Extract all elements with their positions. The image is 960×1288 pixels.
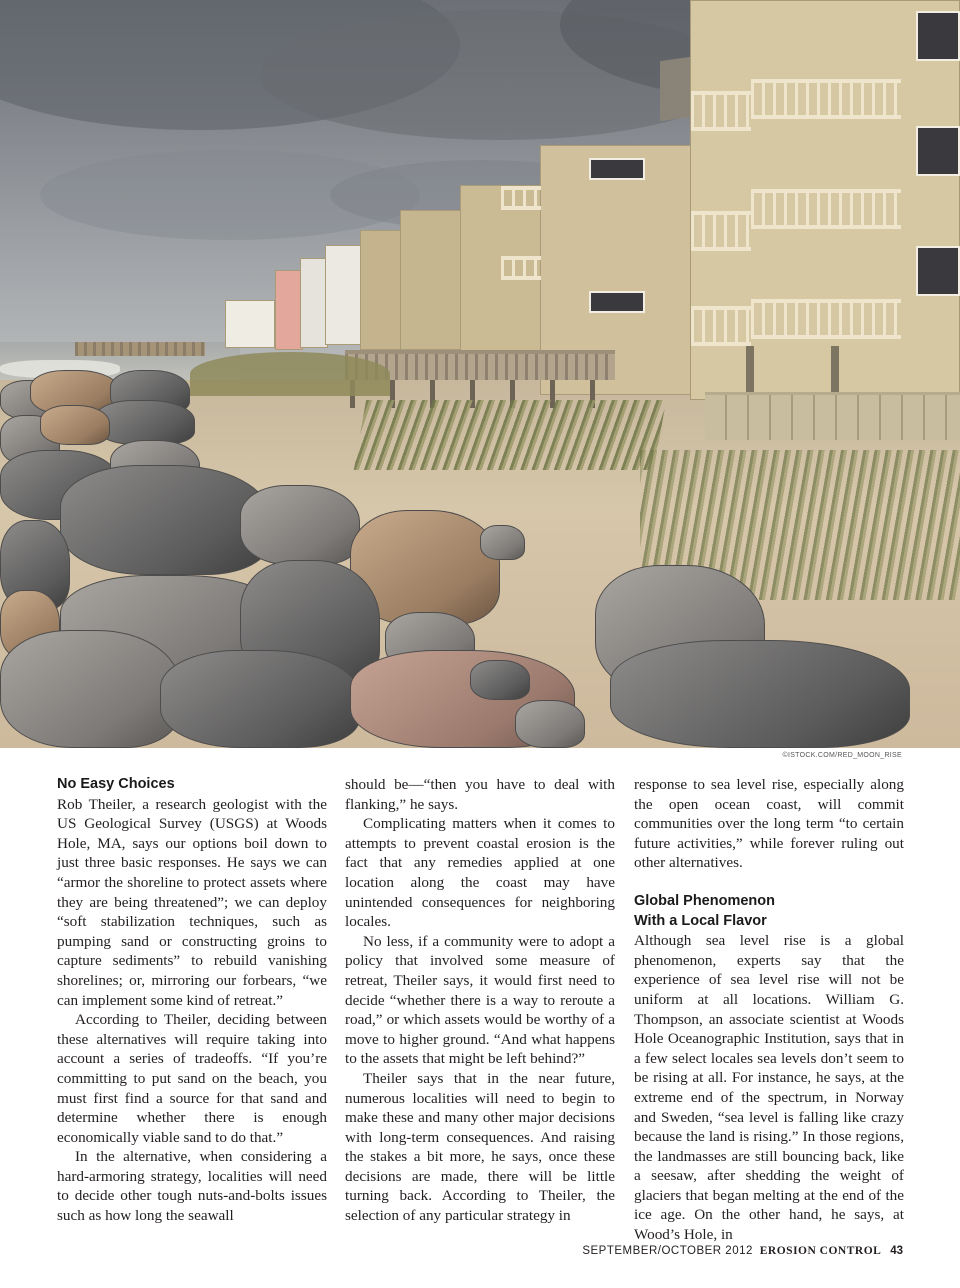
paragraph: response to sea level rise, especially along the open ocean coast, will commit communities over the long term “to certain future activities,” while forever ruling out other alternatives. — [634, 776, 904, 872]
paragraph: Complicating matters when it comes to attempts to prevent coastal erosion is the fact that any remedies applied at one location along the coast may have unintended consequences for neighboring locales. — [345, 815, 615, 931]
page-number: 43 — [890, 1245, 903, 1257]
section-heading-line: Global Phenomenon — [634, 892, 775, 909]
paragraph: According to Theiler, deciding between these alternatives will require taking into account a series of tradeoffs. “If you’re committing to put sand on the beach, you must first find a source for that sand and determine whether there is enough economically viable sand to do that.” — [57, 1011, 327, 1146]
rock — [0, 630, 180, 748]
paragraph: No less, if a community were to adopt a policy that involved some measure of retreat, Theiler says, it would first need to decide “whether there is a way to reroute a road,” or which assets would be worthy of a move to higher ground. “And what happens to the assets that might be left behind?” — [345, 932, 615, 1068]
window — [916, 246, 960, 296]
fence — [705, 392, 960, 440]
balcony-railing — [751, 299, 901, 339]
condo-building — [400, 210, 465, 350]
section-heading — [634, 892, 904, 931]
article-column-2 — [345, 775, 615, 1226]
balcony-railing — [501, 186, 541, 210]
balcony-railing — [751, 189, 901, 229]
beach-house — [225, 300, 275, 348]
balcony-railing — [501, 256, 541, 280]
rock — [95, 400, 195, 445]
rock — [40, 405, 110, 445]
condo-building — [360, 230, 405, 350]
photo-credit: ©ISTOCK.COM/RED_MOON_RISE — [782, 752, 902, 759]
rock — [610, 640, 910, 748]
balcony-railing — [751, 79, 901, 119]
paragraph: should be—“then you have to deal with flanking,” he says. — [345, 776, 615, 813]
dune-grass — [354, 400, 666, 470]
window — [589, 158, 645, 180]
pier — [75, 342, 205, 356]
window — [916, 11, 960, 61]
balcony-railing — [691, 306, 751, 346]
section-heading: No Easy Choices — [57, 776, 175, 792]
rock — [160, 650, 360, 748]
paragraph: In the alternative, when considering a hard-armoring strategy, localities will need to decide other tough nuts-and-bolts issues such as how long the seawall — [57, 1148, 327, 1225]
page-footer — [582, 1245, 903, 1257]
window — [589, 291, 645, 313]
rock — [240, 485, 360, 565]
window — [916, 126, 960, 176]
paragraph: Theiler says that in the near future, numerous localities will need to begin to make these and many other major decisions with long-term consequences. And raising the stakes a bit more, he says, once these decisions are made, there will be little turning back. According to Theiler, the selection of any particular strategy in — [345, 1069, 615, 1225]
paragraph: Rob Theiler, a research geologist with the US Geological Survey (USGS) at Woods Hole, MA, says our options boil down to just three basic responses. He says we can “armor the shoreline to protect assets where they are being threatened”; we can deploy “soft stabilization techniques, such as pumping sand or constructing groins to capture sediments” to rebuild vanishing shorelines; or, mirroring our forbears, “we can implement some kind of retreat.” — [57, 795, 327, 1009]
rock — [515, 700, 585, 748]
article-column-1 — [57, 775, 327, 1226]
section-heading-line: With a Local Flavor — [634, 912, 767, 929]
beach-house — [275, 270, 303, 350]
article-column-3 — [634, 775, 904, 1245]
balcony-railing — [691, 91, 751, 131]
beach-house — [300, 258, 328, 348]
balcony-railing — [691, 211, 751, 251]
issue-date: SEPTEMBER/OCTOBER 2012 — [582, 1245, 753, 1257]
rock — [470, 660, 530, 700]
rock — [60, 465, 270, 575]
condo-building-main — [690, 0, 960, 400]
dune-vegetation — [190, 352, 390, 396]
paragraph: Although sea level rise is a global phenomenon, experts say that the experience of sea level rise will not be uniform at all locations. William G. Thompson, an associate scientist at Woods Hole Oceanographic Institution, says that in a few select locales sea levels don’t seem to be rising at all. For instance, he says, at the extreme end of the spectrum, in Norway and Sweden, “sea level is falling like crazy because the land is rising.” In those regions, the landmasses are still bouncing back, like a seesaw, after shedding the weight of glaciers that began melting at the end of the ice age. On the other hand, he says, at Wood’s Hole, in — [634, 932, 904, 1244]
rock — [480, 525, 525, 560]
publication-name: EROSION CONTROL — [759, 1245, 882, 1257]
